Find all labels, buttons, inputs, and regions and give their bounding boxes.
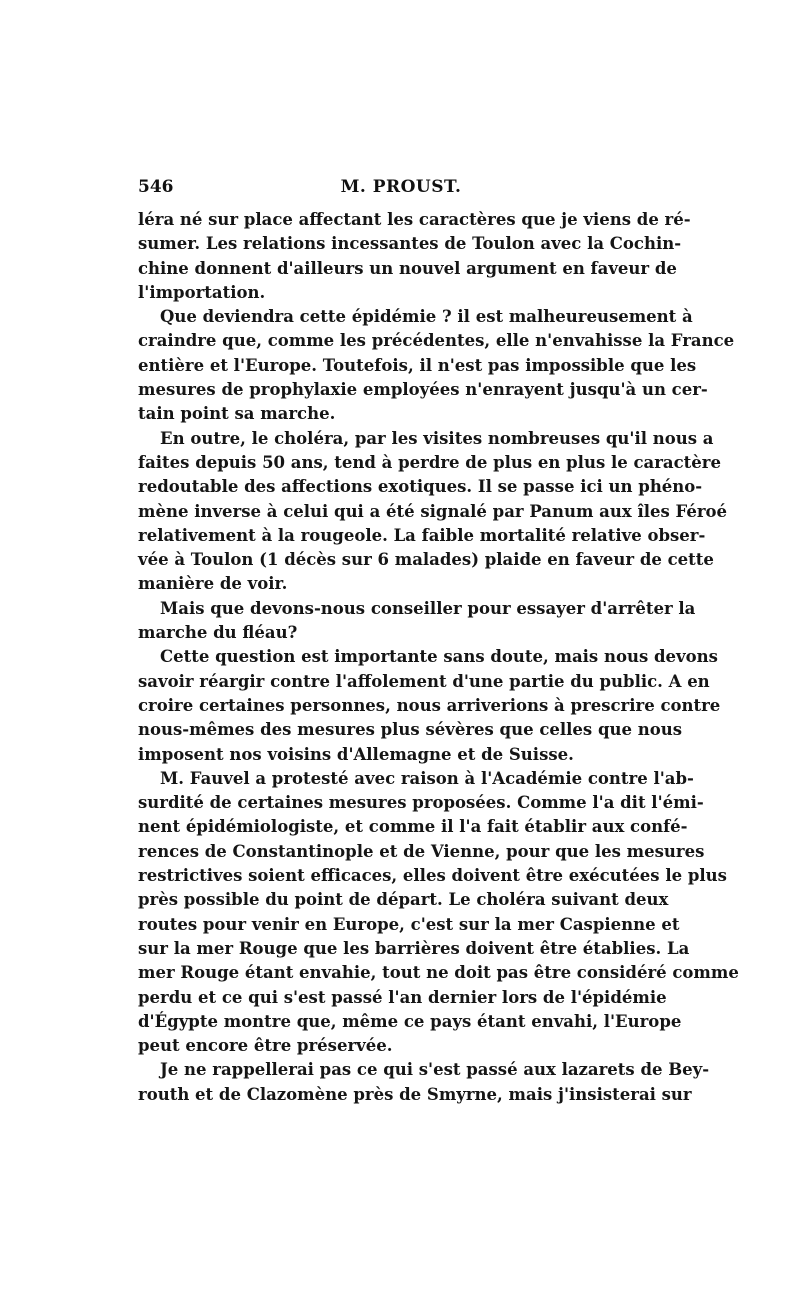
text-line: nent épidémiologiste, et comme il l'a fait établir aux confé- — [138, 817, 688, 837]
text-line: mesures de prophylaxie employées n'enrayent jusqu'à un cer- — [138, 380, 708, 400]
text-line: surdité de certaines mesures proposées. Comme l'a dit l'émi- — [138, 793, 704, 813]
text-line: routh et de Clazomène près de Smyrne, mais j'insisterai sur — [138, 1084, 692, 1104]
text-line: mène inverse à celui qui a été signalé par Panum aux îles Féroé — [138, 501, 728, 521]
text-line: mer Rouge étant envahie, tout ne doit pas être considéré comme — [138, 963, 739, 983]
text-line: perdu et ce qui s'est passé l'an dernier lors de l'épidémie — [138, 987, 667, 1007]
text-line: léra né sur place affectant les caractères que je viens de ré- — [138, 210, 691, 229]
text-line: peut encore être préservée. — [138, 1036, 393, 1056]
text-line: vée à Toulon (1 décès sur 6 malades) plaide en faveur de cette — [138, 550, 714, 570]
text-line: sumer. Les relations incessantes de Toulon avec la Cochin- — [138, 234, 682, 254]
text-line: Mais que devons-nous conseiller pour essayer d'arrêter la — [160, 598, 696, 618]
text-line: restrictives soient efficaces, elles doivent être exécutées le plus — [138, 866, 727, 886]
text-line: entière et l'Europe. Toutefois, il n'est pas impossible que les — [138, 355, 697, 375]
text-line: chine donnent d'ailleurs un nouvel argument en faveur de — [138, 258, 677, 278]
text-line: En outre, le choléra, par les visites nombreuses qu'il nous a — [160, 428, 714, 448]
text-line: imposent nos voisins d'Allemagne et de Suisse. — [138, 744, 574, 764]
running-title: M. PROUST. — [340, 177, 462, 197]
text-line: près possible du point de départ. Le choléra suivant deux — [138, 890, 669, 910]
text-line: craindre que, comme les précédentes, elle n'envahisse la France — [138, 331, 735, 351]
text-line: tain point sa marche. — [138, 404, 336, 424]
text-line: Je ne rappellerai pas ce qui s'est passé aux lazarets de Bey- — [160, 1060, 710, 1080]
text-line: redoutable des affections exotiques. Il se passe ici un phéno- — [138, 477, 703, 497]
text-line: faites depuis 50 ans, tend à perdre de plus en plus le caractère — [138, 452, 721, 472]
text-line: Que deviendra cette épidémie ? il est malheureusement à — [160, 307, 693, 327]
body-text — [138, 208, 739, 1107]
text-line: relativement à la rougeole. La faible mortalité relative obser- — [138, 525, 706, 545]
page-number: 546 — [138, 177, 174, 197]
text-line: l'importation. — [138, 282, 266, 302]
text-line: sur la mer Rouge que les barrières doivent être établies. La — [138, 938, 690, 958]
text-line: marche du fléau? — [138, 623, 298, 643]
text-line: rences de Constantinople et de Vienne, pour que les mesures — [138, 841, 705, 861]
text-line: M. Fauvel a protesté avec raison à l'Académie contre l'ab- — [160, 768, 694, 788]
text-line: Cette question est importante sans doute, mais nous devons — [160, 647, 718, 667]
text-line: nous-mêmes des mesures plus sévères que celles que nous — [138, 720, 683, 740]
text-line: routes pour venir en Europe, c'est sur la mer Caspienne et — [138, 914, 680, 934]
text-line: d'Égypte montre que, même ce pays étant envahi, l'Europe — [138, 1011, 682, 1031]
page-header — [138, 177, 664, 203]
text-line: croire certaines personnes, nous arriverions à prescrire contre — [138, 695, 721, 715]
text-line: savoir réargir contre l'affolement d'une partie du public. A en — [138, 671, 710, 691]
text-line: manière de voir. — [138, 574, 288, 594]
